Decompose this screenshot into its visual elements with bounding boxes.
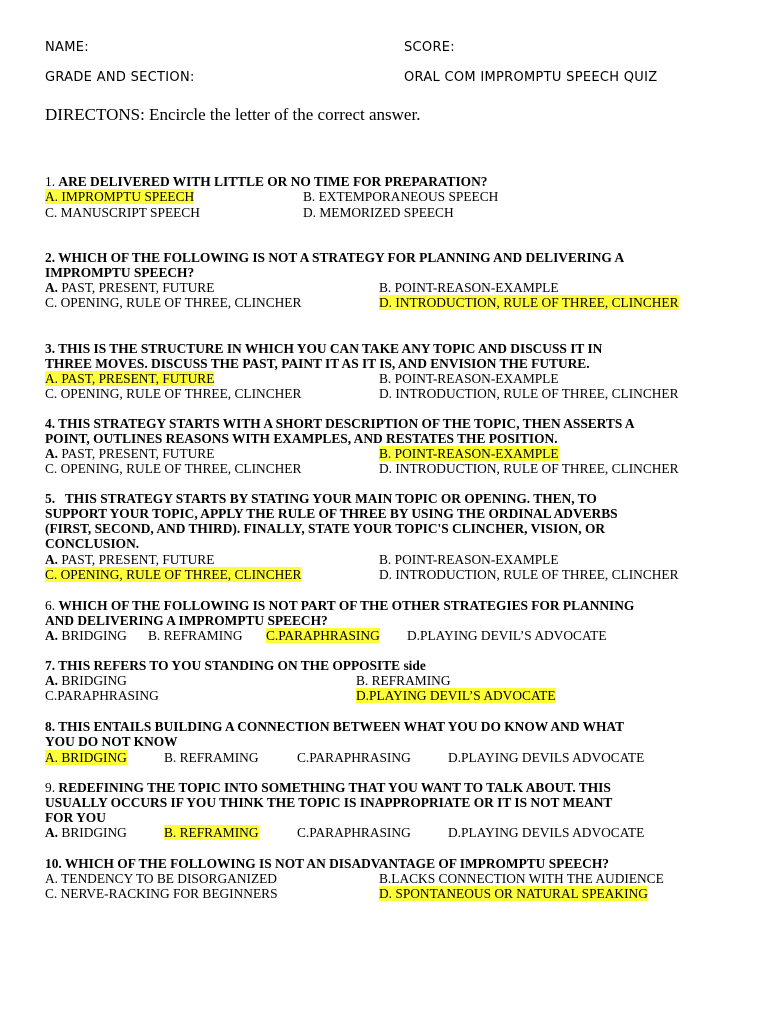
question-text: ARE DELIVERED WITH LITTLE OR NO TIME FOR PREPARATION? — [58, 174, 488, 189]
question-number: 6. — [45, 598, 56, 613]
option-d[interactable]: D. INTRODUCTION, RULE OF THREE, CLINCHER — [379, 295, 679, 310]
option-text: PAST, PRESENT, FUTURE — [61, 446, 215, 461]
question-9-line-3: FOR YOU — [45, 810, 106, 825]
option-b[interactable]: B.LACKS CONNECTION WITH THE AUDIENCE — [379, 871, 664, 886]
question-number: 9. — [45, 780, 56, 795]
option-c[interactable]: C.PARAPHRASING — [297, 750, 411, 765]
option-a[interactable]: A. IMPROMPTU SPEECH — [45, 189, 195, 204]
option-c[interactable]: C. OPENING, RULE OF THREE, CLINCHER — [45, 567, 302, 582]
option-c[interactable]: C. OPENING, RULE OF THREE, CLINCHER — [45, 461, 302, 476]
name-label: NAME: — [45, 40, 89, 55]
directions: DIRECTONS: Encircle the letter of the correct answer. — [45, 105, 421, 124]
question-7 — [45, 658, 426, 673]
question-5-line-1: 5. THIS STRATEGY STARTS BY STATING YOUR MAIN TOPIC OR OPENING. THEN, TO — [45, 491, 597, 506]
option-d[interactable]: D.PLAYING DEVILS ADVOCATE — [448, 750, 645, 765]
score-label: SCORE: — [404, 40, 455, 55]
question-6-line-1 — [45, 598, 634, 613]
question-2-line-2: IMPROMPTU SPEECH? — [45, 265, 195, 280]
question-number: 1. — [45, 174, 56, 189]
question-4-line-1: 4. THIS STRATEGY STARTS WITH A SHORT DESCRIPTION OF THE TOPIC, THEN ASSERTS A — [45, 416, 635, 431]
option-d[interactable]: D.PLAYING DEVIL’S ADVOCATE — [407, 628, 607, 643]
question-3-line-1: 3. THIS IS THE STRUCTURE IN WHICH YOU CAN TAKE ANY TOPIC AND DISCUSS IT IN — [45, 341, 603, 356]
option-text: BRIDGING — [61, 628, 127, 643]
question-text: 7. THIS REFERS TO YOU STANDING ON THE OPPOSITE — [45, 658, 401, 673]
question-1 — [45, 174, 487, 189]
question-8-line-2: YOU DO NOT KNOW — [45, 734, 178, 749]
option-letter: A. — [45, 446, 59, 461]
option-text: BRIDGING — [61, 673, 127, 688]
option-text: PAST, PRESENT, FUTURE — [61, 552, 215, 567]
option-b[interactable]: B. POINT-REASON-EXAMPLE — [379, 371, 559, 386]
option-d[interactable]: D. SPONTANEOUS OR NATURAL SPEAKING — [379, 886, 648, 901]
question-4-line-2: POINT, OUTLINES REASONS WITH EXAMPLES, AND RESTATES THE POSITION. — [45, 431, 558, 446]
question-text: WHICH OF THE FOLLOWING IS NOT PART OF THE OTHER STRATEGIES FOR PLANNING — [58, 598, 635, 613]
option-c[interactable]: C. NERVE-RACKING FOR BEGINNERS — [45, 886, 278, 901]
question-3-line-2: THREE MOVES. DISCUSS THE PAST, PAINT IT AS IT IS, AND ENVISION THE FUTURE. — [45, 356, 590, 371]
option-d[interactable]: D.PLAYING DEVILS ADVOCATE — [448, 825, 645, 840]
question-8-line-1: 8. THIS ENTAILS BUILDING A CONNECTION BETWEEN WHAT YOU DO KNOW AND WHAT — [45, 719, 625, 734]
option-a[interactable]: A. TENDENCY TO BE DISORGANIZED — [45, 871, 277, 886]
option-letter: A. — [45, 552, 59, 567]
option-a[interactable] — [45, 628, 127, 643]
question-5-line-2: SUPPORT YOUR TOPIC, APPLY THE RULE OF THREE BY USING THE ORDINAL ADVERBS — [45, 506, 618, 521]
option-b[interactable]: B. POINT-REASON-EXAMPLE — [379, 552, 559, 567]
question-9-line-2: USUALLY OCCURS IF YOU THINK THE TOPIC IS INAPPROPRIATE OR IT IS NOT MEANT — [45, 795, 613, 810]
option-text: BRIDGING — [61, 825, 127, 840]
option-a[interactable] — [45, 552, 214, 567]
quiz-title: ORAL COM IMPROMPTU SPEECH QUIZ — [404, 70, 658, 85]
option-c[interactable]: C. MANUSCRIPT SPEECH — [45, 205, 200, 220]
option-letter: A. — [45, 628, 59, 643]
option-b[interactable]: B. REFRAMING — [164, 750, 259, 765]
option-letter: A. — [45, 280, 59, 295]
option-b[interactable]: B. EXTEMPORANEOUS SPEECH — [303, 189, 499, 204]
option-c[interactable]: C. OPENING, RULE OF THREE, CLINCHER — [45, 295, 302, 310]
option-c[interactable]: C.PARAPHRASING — [297, 825, 411, 840]
option-a[interactable]: A. BRIDGING — [45, 750, 127, 765]
option-b[interactable]: B. REFRAMING — [164, 825, 259, 840]
question-2-line-1: 2. WHICH OF THE FOLLOWING IS NOT A STRATEGY FOR PLANNING AND DELIVERING A — [45, 250, 625, 265]
question-text: REDEFINING THE TOPIC INTO SOMETHING THAT YOU WANT TO TALK ABOUT. THIS — [58, 780, 611, 795]
option-letter: A. — [45, 673, 59, 688]
option-d[interactable]: D.PLAYING DEVIL’S ADVOCATE — [356, 688, 556, 703]
question-6-line-2: AND DELIVERING A IMPROMPTU SPEECH? — [45, 613, 328, 628]
grade-section-label: GRADE AND SECTION: — [45, 70, 195, 85]
option-b[interactable]: B. POINT-REASON-EXAMPLE — [379, 280, 559, 295]
option-a[interactable] — [45, 446, 214, 461]
option-d[interactable]: D. INTRODUCTION, RULE OF THREE, CLINCHER — [379, 567, 679, 582]
question-text-tail: side — [403, 658, 426, 673]
option-b[interactable]: B. REFRAMING — [356, 673, 451, 688]
option-d[interactable]: D. INTRODUCTION, RULE OF THREE, CLINCHER — [379, 386, 679, 401]
option-a[interactable] — [45, 673, 127, 688]
question-9-line-1 — [45, 780, 611, 795]
question-10: 10. WHICH OF THE FOLLOWING IS NOT AN DISADVANTAGE OF IMPROMPTU SPEECH? — [45, 856, 609, 871]
option-a[interactable] — [45, 825, 127, 840]
option-c[interactable]: C.PARAPHRASING — [266, 628, 380, 643]
option-c[interactable]: C.PARAPHRASING — [45, 688, 159, 703]
option-a[interactable]: A. PAST, PRESENT, FUTURE — [45, 371, 215, 386]
question-5-line-4: CONCLUSION. — [45, 536, 140, 551]
option-text: PAST, PRESENT, FUTURE — [61, 280, 215, 295]
option-b[interactable]: B. REFRAMING — [148, 628, 243, 643]
option-b[interactable]: B. POINT-REASON-EXAMPLE — [379, 446, 559, 461]
option-a[interactable] — [45, 280, 214, 295]
option-d[interactable]: D. INTRODUCTION, RULE OF THREE, CLINCHER — [379, 461, 679, 476]
question-5-line-3: (FIRST, SECOND, AND THIRD). FINALLY, STATE YOUR TOPIC'S CLINCHER, VISION, OR — [45, 521, 606, 536]
option-d[interactable]: D. MEMORIZED SPEECH — [303, 205, 454, 220]
option-letter: A. — [45, 825, 59, 840]
option-c[interactable]: C. OPENING, RULE OF THREE, CLINCHER — [45, 386, 302, 401]
